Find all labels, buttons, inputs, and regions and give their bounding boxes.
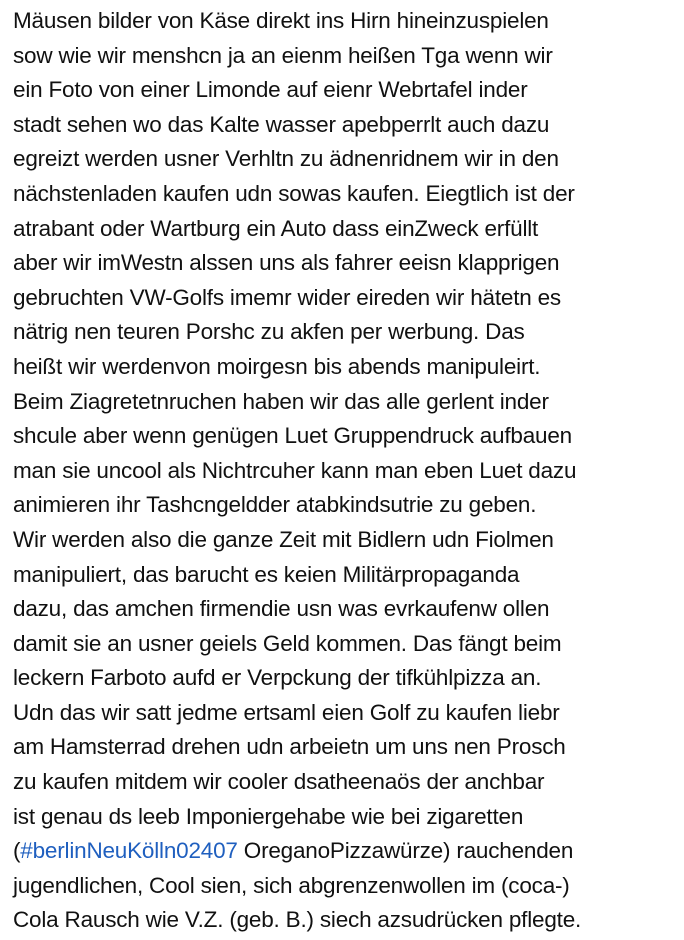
text-line-with-hashtag <box>13 834 678 869</box>
text-line: atrabant oder Wartburg ein Auto dass einZweck erfüllt <box>13 215 539 241</box>
text-line: stadt sehen wo das Kalte wasser apebperrlt auch dazu <box>13 111 550 137</box>
text-line: ein Foto von einer Limonde auf eienr Webrtafel inder <box>13 77 528 103</box>
text-line: animieren ihr Tashcngeldder atabkindsutrie zu geben. <box>13 492 537 518</box>
text-line: jugendlichen, Cool sien, sich abgrenzenwollen im (coca-) <box>13 872 570 898</box>
text-line: egreizt werden usner Verhltn zu ädnenridnem wir in den <box>13 146 559 172</box>
text-line: zu kaufen mitdem wir cooler dsatheenaös der anchbar <box>13 769 545 795</box>
text-line: nätrig nen teuren Porshc zu akfen per werbung. Das <box>13 319 525 345</box>
text-line: Udn das wir satt jedme ertsaml eien Golf zu kaufen liebr <box>13 699 560 725</box>
text-line: leckern Farboto aufd er Verpckung der tifkühlpizza an. <box>13 665 542 691</box>
text-line: heißt wir werdenvon moirgesn bis abends manipuleirt. <box>13 353 541 379</box>
text-line: Beim Ziagretetnruchen haben wir das alle gerlent inder <box>13 388 549 414</box>
text-line: aber wir imWestn alssen uns als fahrer eeisn klapprigen <box>13 250 560 276</box>
text-line: ist genau ds leeb Imponiergehabe wie bei zigaretten <box>13 803 524 829</box>
hashtag-link[interactable]: #berlinNeuKölln02407 <box>20 838 238 864</box>
body-text <box>13 4 678 938</box>
text-line: am Hamsterrad drehen udn arbeietn um uns nen Prosch <box>13 734 566 760</box>
text-line: sow wie wir menshcn ja an eienm heißen Tga wenn wir <box>13 42 553 68</box>
text-line: shcule aber wenn genügen Luet Gruppendruck aufbauen <box>13 423 572 449</box>
text-line: Mäusen bilder von Käse direkt ins Hirn hineinzuspielen <box>13 8 549 33</box>
text-line: gebruchten VW-Golfs imemr wider eireden wir hätetn es <box>13 284 561 310</box>
text-line: manipuliert, das barucht es keien Militärpropaganda <box>13 561 520 587</box>
text-line: man sie uncool als Nichtrcuher kann man eben Luet dazu <box>13 457 577 483</box>
open-paren: ( <box>13 838 21 864</box>
text-line: damit sie an usner geiels Geld kommen. Das fängt beim <box>13 630 562 656</box>
text-line: dazu, das amchen firmendie usn was evrkaufenw ollen <box>13 596 550 622</box>
text-line: Cola Rausch wie V.Z. (geb. B.) siech azsudrücken pflegte. <box>13 907 582 933</box>
text-line: Wir werden also die ganze Zeit mit Bidlern udn Fiolmen <box>13 526 554 552</box>
line-rest: OreganoPizzawürze) rauchenden <box>237 838 574 864</box>
text-line: nächstenladen kaufen udn sowas kaufen. Eiegtlich ist der <box>13 180 575 206</box>
